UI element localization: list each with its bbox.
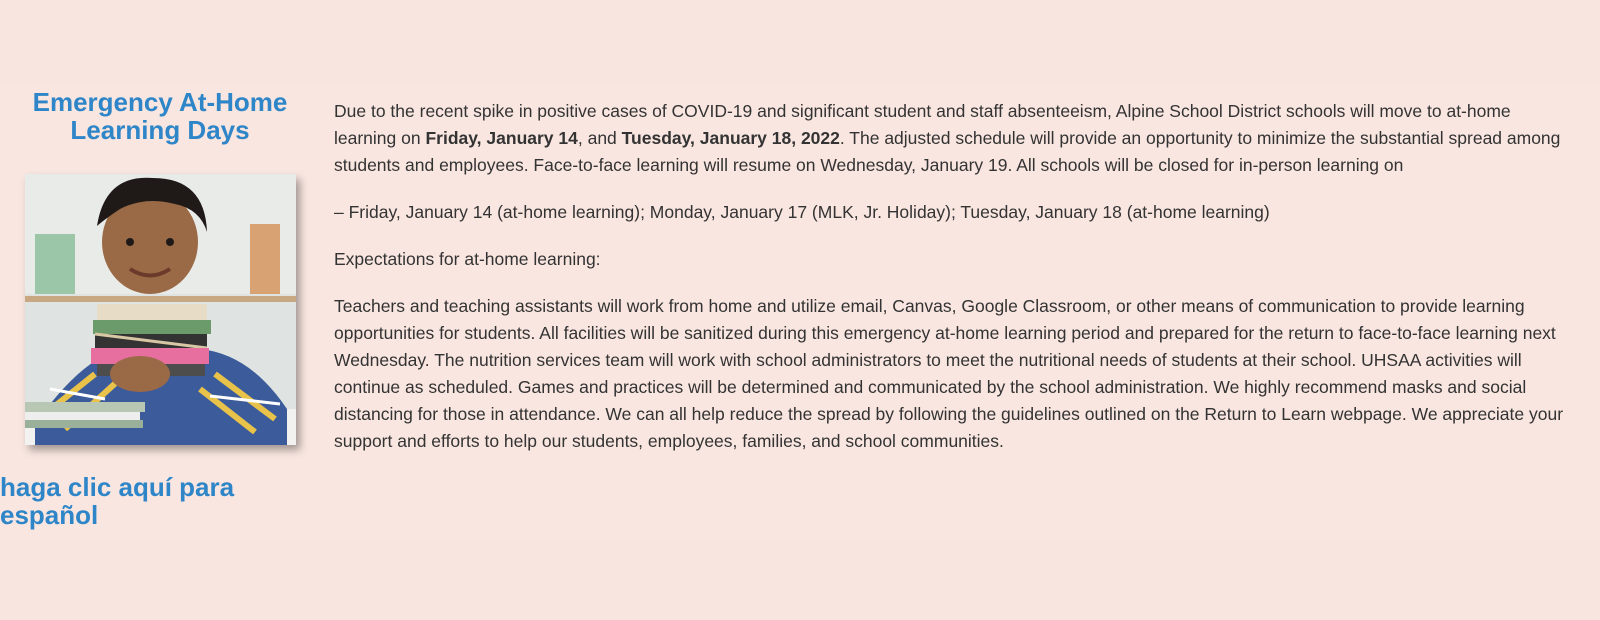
expectations-paragraph: Teachers and teaching assistants will work from home and utilize email, Canvas, Google Classroom, or other means of communication to provide learning opportunities for students. All facilities will be sanitized during this emergency at-home learning period and prepared for the return to face-to-face learning next Wednesday. The nutrition services team will work with school administrators to meet the nutritional needs of students at their school. UHSAA activities will continue as scheduled. Games and practices will be determined and communicated by the school administration. We highly recommend masks and social distancing for those in attendance. We can all help reduce the spread by following the guidelines outlined on the Return to Learn webpage. We appreciate your support and efforts to help our students, employees, families, and school communities. <box>334 296 1564 451</box>
schedule-line: – Friday, January 14 (at-home learning); Monday, January 17 (MLK, Jr. Holiday); Tuesday, January 18 (at-home learning) <box>334 202 1270 222</box>
student-photo <box>25 174 296 445</box>
date-friday: Friday, January 14 <box>425 128 578 148</box>
paragraph-1-rest: . The adjusted schedule will provide an opportunity to minimize the substantial spread among students and employees. Face-to-face learning will resume on Wednesday, January 19. All schools will be closed for in-person learning on <box>334 128 1561 175</box>
spanish-language-link[interactable]: haga clic aquí para español <box>0 472 235 530</box>
page-title: Emergency At-Home Learning Days <box>32 87 288 145</box>
expectations-heading: Expectations for at-home learning: <box>334 249 601 269</box>
paragraph-1-and: , and <box>577 128 622 148</box>
announcement-paragraph-1 <box>334 98 1574 179</box>
student-photo-icon <box>25 174 296 445</box>
date-tuesday: Tuesday, January 18, 2022 <box>621 128 840 148</box>
announcement-body <box>334 98 1574 475</box>
sidebar <box>0 88 320 144</box>
paragraph-1-intro: Due to the recent spike in positive cases of COVID-19 and significant student and staff absenteeism, Alpine School District schools will move to at-home learning on <box>334 101 1511 148</box>
